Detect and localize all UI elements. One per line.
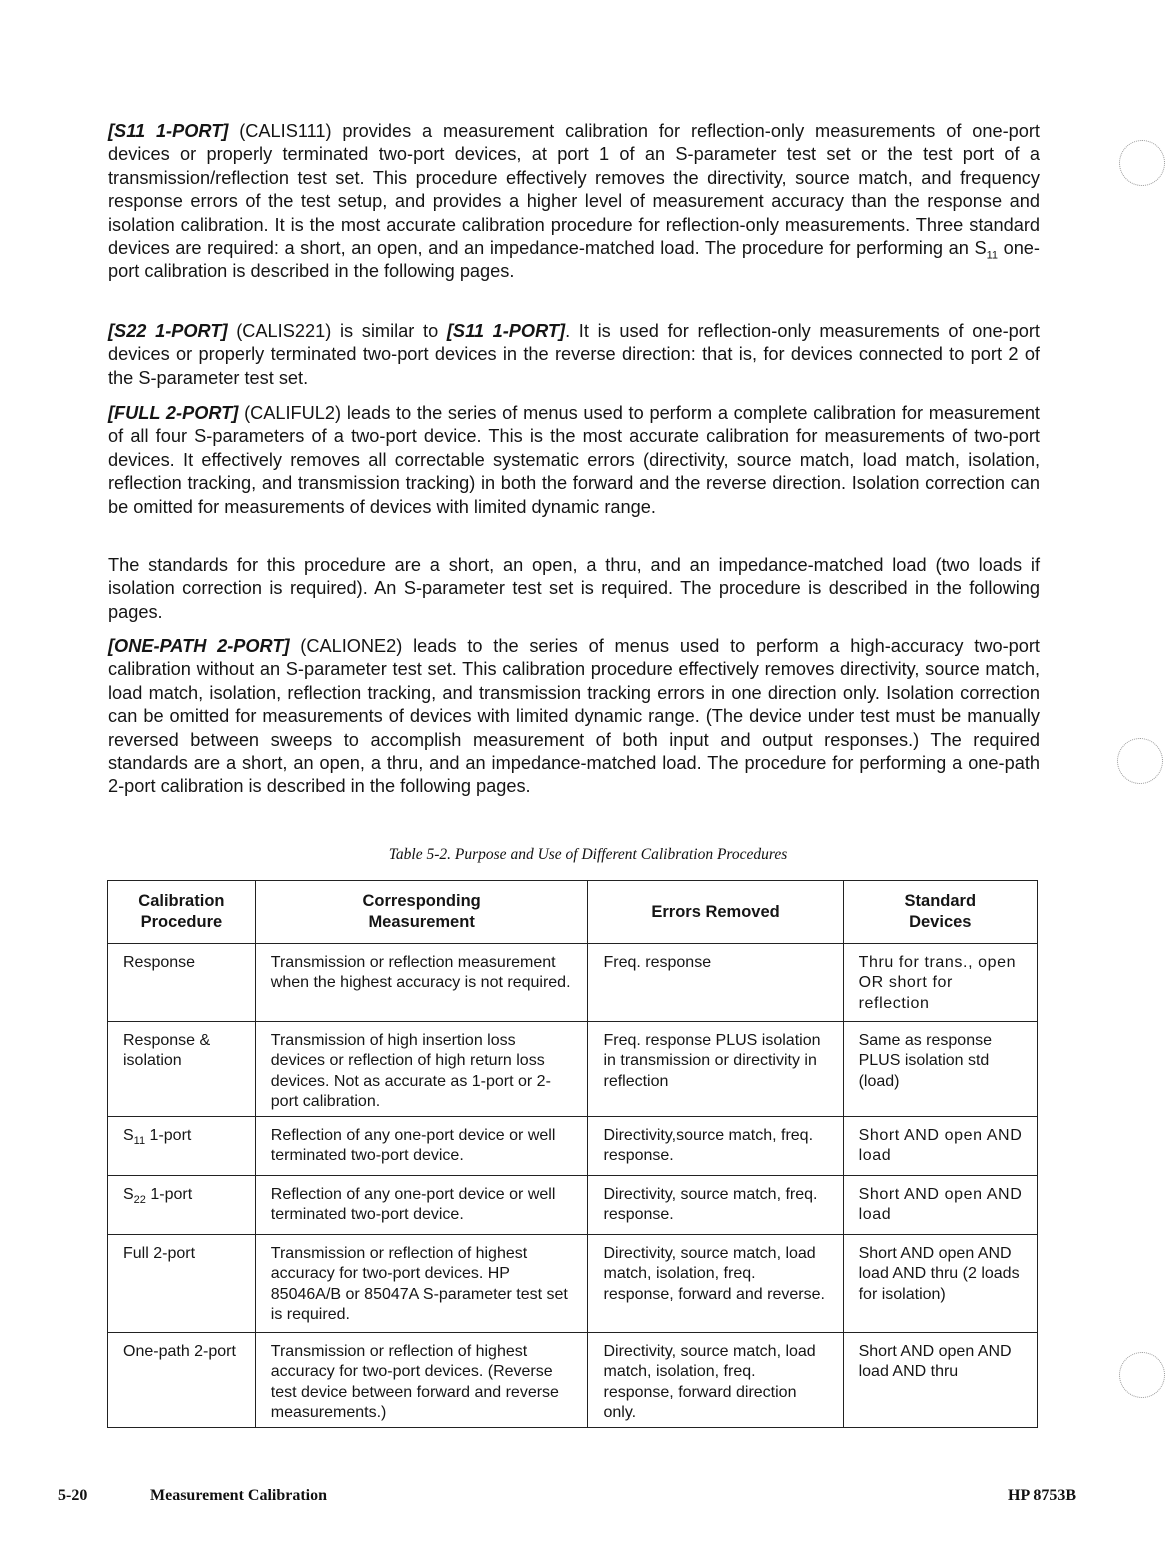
punch-hole [1119,140,1165,186]
table-row [108,1022,1038,1117]
header-errors-removed: Errors Removed [588,881,843,944]
softkey-full-2-port: [FULL 2-PORT] [108,403,239,423]
paragraph-full-2-port: [FULL 2-PORT] (CALIFUL2) leads to the series of menus used to perform a complete calibration for measurement of all four S-parameters of a two-port device. This is the most accurate calibration for measurements of two-port devices. It effectively removes all correctable systematic errors (directivity, source match, load match, isolation, reflection tracking, and transmission tracking) in both the forward and the reverse direction. Isolation correction can be omitted for measurements of devices with limited dynamic range. [108,403,1040,517]
cell-measurement: Transmission or reflection of highest accuracy for two-port devices. (Reverse test device between forward and reverse measurements.) [255,1333,588,1428]
cell-procedure: Full 2-port [108,1235,256,1333]
softkey-one-path-2-port: [ONE-PATH 2-PORT] [108,636,290,656]
cell-measurement: Transmission or reflection measurement when the highest accuracy is not required. [255,944,588,1022]
cell-devices: Short AND open AND load AND thru (2 loads for isolation) [843,1235,1037,1333]
softkey-s22-1-port: [S22 1-PORT] [108,321,228,341]
cell-devices: Short AND open AND load AND thru [843,1333,1037,1428]
paragraph-one-path-2-port: [ONE-PATH 2-PORT] (CALIONE2) leads to the series of menus used to perform a high-accuracy two-port calibration without an S-parameter test set. This calibration procedure effectively removes directivity, source match, load match, isolation, reflection tracking, and transmission tracking errors in one direction only. Isolation correction can be omitted for measurements of devices with limited dynamic range. (The device under test must be manually reversed between sweeps to accomplish measurement of both input and output responses.) The required standards are a short, an open, a thru, and an impedance-matched load. The procedure for performing a one-path 2-port calibration is described in the following pages. [108,636,1040,797]
cell-devices: Short AND open AND load [843,1117,1037,1176]
cell-devices: Short AND open AND load [843,1176,1037,1235]
punch-hole [1119,1352,1165,1398]
cell-devices: Thru for trans., open OR short for reflection [843,944,1037,1022]
table-row [108,1117,1038,1176]
footer-page-number: 5-20 [58,1487,88,1504]
cell-procedure: $S_{22}$ 1-port [108,1176,256,1235]
header-corresponding-measurement: Corresponding Measurement [255,881,588,944]
cell-procedure: Response [108,944,256,1022]
cell-measurement: Reflection of any one-port device or well terminated two-port device. [255,1117,588,1176]
paragraph-s11-1-port: [S11 1-PORT] (CALIS111) provides a measurement calibration for reflection-only measurements of one-port devices or properly terminated two-port devices, at port 1 of an S-parameter test set or the test port of a transmission/reflection test set. This procedure effectively removes the directivity, source match, and frequency response errors of the test setup, and provides a higher level of measurement accuracy than the response and isolation calibration. It is the most accurate calibration procedure for reflection-only measurements. Three standard devices are required: a short, an open, and an impedance-matched load. The procedure for performing an $S_{11}$ one-port calibration is described in the following pages. [108,121,1040,282]
calibration-procedures-table [107,880,1038,1428]
header-calibration-procedure: Calibration Procedure [108,881,256,944]
cell-errors: Directivity,source match, freq. response. [588,1117,843,1176]
header-standard-devices: Standard Devices [843,881,1037,944]
punch-hole [1117,738,1163,784]
cell-errors: Freq. response [588,944,843,1022]
paragraph-standards: The standards for this procedure are a short, an open, a thru, and an impedance-matched load (two loads if isolation correction is required). An S-parameter test set is required. The procedure is described in the following pages. [108,555,1040,622]
softkey-s11-1-port: [S11 1-PORT] [108,121,229,141]
cell-errors: Directivity, source match, load match, isolation, freq. response, forward and reverse. [588,1235,843,1333]
paragraph-s22-1-port: [S22 1-PORT] (CALIS221) is similar to [S11 1-PORT]. It is used for reflection-only measurements of one-port devices or properly terminated two-port devices in the reverse direction: that is, for devices connected to port 2 of the S-parameter test set. [108,321,1040,388]
softkey-s11-1-port-ref: [S11 1-PORT] [446,321,566,341]
cell-errors: Freq. response PLUS isolation in transmission or directivity in reflection [588,1022,843,1117]
cell-procedure: Response & isolation [108,1022,256,1117]
cell-measurement: Reflection of any one-port device or well terminated two-port device. [255,1176,588,1235]
cell-measurement: Transmission or reflection of highest accuracy for two-port devices. HP 85046A/B or 85047A S-parameter test set is required. [255,1235,588,1333]
cell-procedure: $S_{11}$ 1-port [108,1117,256,1176]
table-caption: Table 5-2. Purpose and Use of Different Calibration Procedures [388,846,788,863]
cell-devices: Same as response PLUS isolation std (load) [843,1022,1037,1117]
table-row [108,1333,1038,1428]
table-row [108,1176,1038,1235]
table-row [108,1235,1038,1333]
table-header-row [108,881,1038,944]
cell-measurement: Transmission of high insertion loss devices or reflection of high return loss devices. Not as accurate as 1-port or 2-port calibration. [255,1022,588,1117]
table-row [108,944,1038,1022]
footer-product-name: HP 8753B [1008,1487,1077,1504]
cell-errors: Directivity, source match, load match, isolation, freq. response, forward direction only. [588,1333,843,1428]
cell-errors: Directivity, source match, freq. response. [588,1176,843,1235]
cell-procedure: One-path 2-port [108,1333,256,1428]
footer-section-title: Measurement Calibration [150,1487,328,1504]
